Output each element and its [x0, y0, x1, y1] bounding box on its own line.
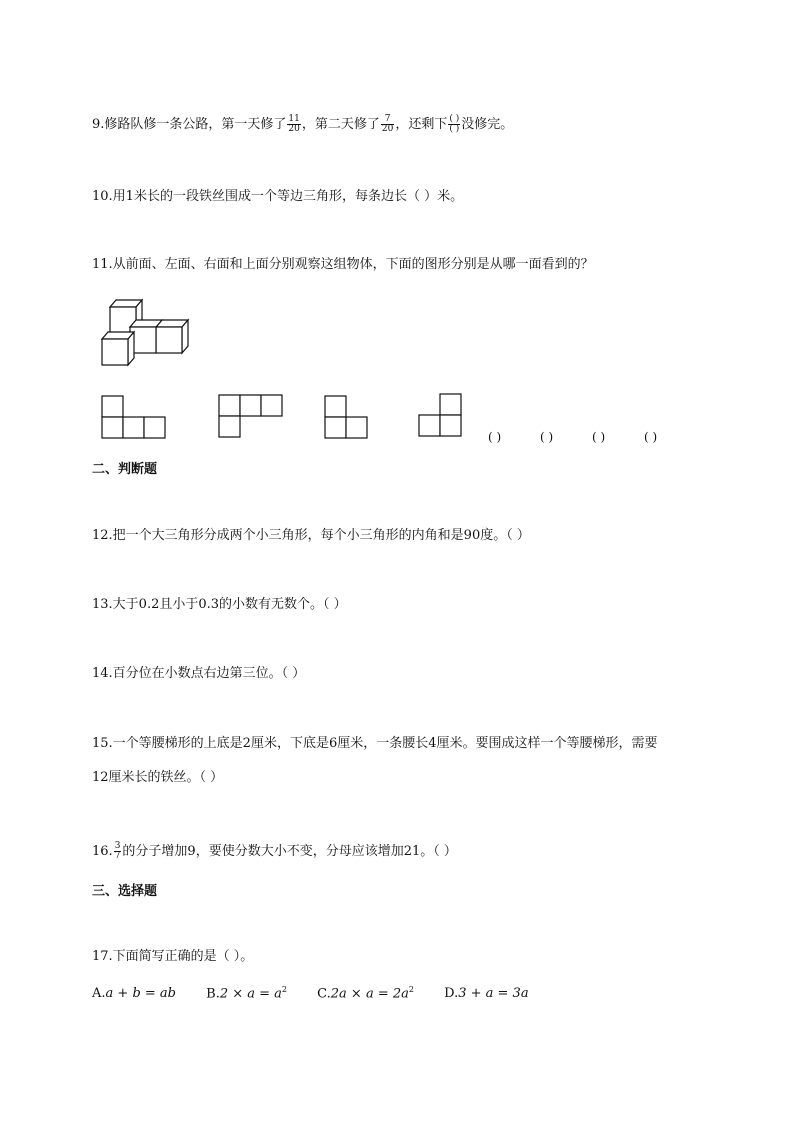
q9-mid: ，第二天修了: [301, 117, 380, 132]
q9-blank-denominator[interactable]: ( ): [449, 124, 460, 134]
question-10: 10.用1米长的一段铁丝围成一个等边三角形，每条边长（ ）米。: [92, 189, 464, 204]
q17-option-c-expr: 2a × a = 2a: [330, 986, 409, 1002]
q17-option-d-expr: 3 + a = 3a: [458, 986, 529, 1002]
section-heading-judgement: 二、判断题: [92, 462, 158, 477]
q9-fraction-2: [381, 115, 394, 134]
q17-option-c-exponent: 2: [408, 985, 414, 994]
q16-fraction-numerator: 3: [114, 841, 121, 851]
q9-prefix: 9.修路队修一条公路，第一天修了: [92, 117, 287, 132]
question-15-line-1: 15.一个等腰梯形的上底是2厘米，下底是6厘米，一条腰长4厘米。要围成这样一个等腰梯形，需要: [92, 736, 658, 751]
question-17: 17.下面简写正确的是（ ）。: [92, 949, 254, 964]
q17-option-c-label: C.: [317, 986, 331, 1002]
q9-mid2: ，还剩下: [395, 117, 448, 132]
view-shape-1: [101, 395, 167, 439]
q16-fraction-denominator: 7: [114, 851, 121, 861]
q17-options: [92, 985, 555, 1001]
q17-option-c[interactable]: [317, 985, 414, 1001]
q11-blank-2[interactable]: ( ): [540, 430, 554, 444]
q11-blank-4[interactable]: ( ): [644, 430, 658, 444]
q17-option-d[interactable]: [444, 986, 528, 1001]
section-heading-choice: 三、选择题: [92, 884, 158, 899]
q17-option-b[interactable]: [206, 985, 287, 1001]
q17-option-b-label: B.: [206, 986, 220, 1002]
question-12: 12.把一个大三角形分成两个小三角形，每个小三角形的内角和是90度。（ ）: [92, 528, 530, 543]
q11-blank-3[interactable]: ( ): [592, 430, 606, 444]
q9-fraction-1-numerator: 11: [288, 114, 300, 124]
view-shape-2: [218, 394, 284, 438]
q17-option-b-expr: 2 × a = a: [219, 986, 282, 1002]
q9-blank-numerator[interactable]: ( ): [449, 114, 460, 124]
question-15-line-2: 12厘米长的铁丝。（ ）: [92, 770, 224, 785]
question-9: [92, 115, 513, 134]
q9-suffix: 没修完。: [461, 117, 514, 132]
question-11: 11.从前面、左面、右面和上面分别观察这组物体，下面的图形分别是从哪一面看到的？: [92, 257, 594, 272]
view-shape-3: [324, 395, 370, 439]
q9-fraction-2-numerator: 7: [381, 115, 394, 125]
q17-option-b-exponent: 2: [281, 985, 288, 994]
q17-option-a-expr: a + b = ab: [105, 986, 176, 1002]
q9-fraction-2-denominator: 20: [381, 124, 394, 134]
q16-suffix: 的分子增加9，要使分数大小不变，分母应该增加21。（ ）: [122, 844, 457, 859]
q17-option-a[interactable]: [92, 986, 176, 1001]
q11-answer-blanks: [488, 430, 696, 444]
view-shape-4: [418, 393, 464, 437]
q17-option-d-label: D.: [444, 986, 459, 1002]
q16-prefix: 16.: [92, 844, 113, 859]
question-14: 14.百分位在小数点右边第三位。（ ）: [92, 666, 306, 681]
q9-blank-fraction[interactable]: [448, 115, 460, 134]
q9-fraction-1: [287, 115, 300, 134]
q11-blank-1[interactable]: ( ): [488, 430, 502, 444]
q17-option-a-label: A.: [92, 986, 106, 1002]
cube-group-figure: [98, 295, 193, 367]
q9-fraction-1-denominator: 20: [288, 124, 300, 134]
q16-fraction: [114, 842, 122, 861]
question-16: [92, 842, 457, 861]
question-13: 13.大于0.2且小于0.3的小数有无数个。（ ）: [92, 597, 347, 612]
